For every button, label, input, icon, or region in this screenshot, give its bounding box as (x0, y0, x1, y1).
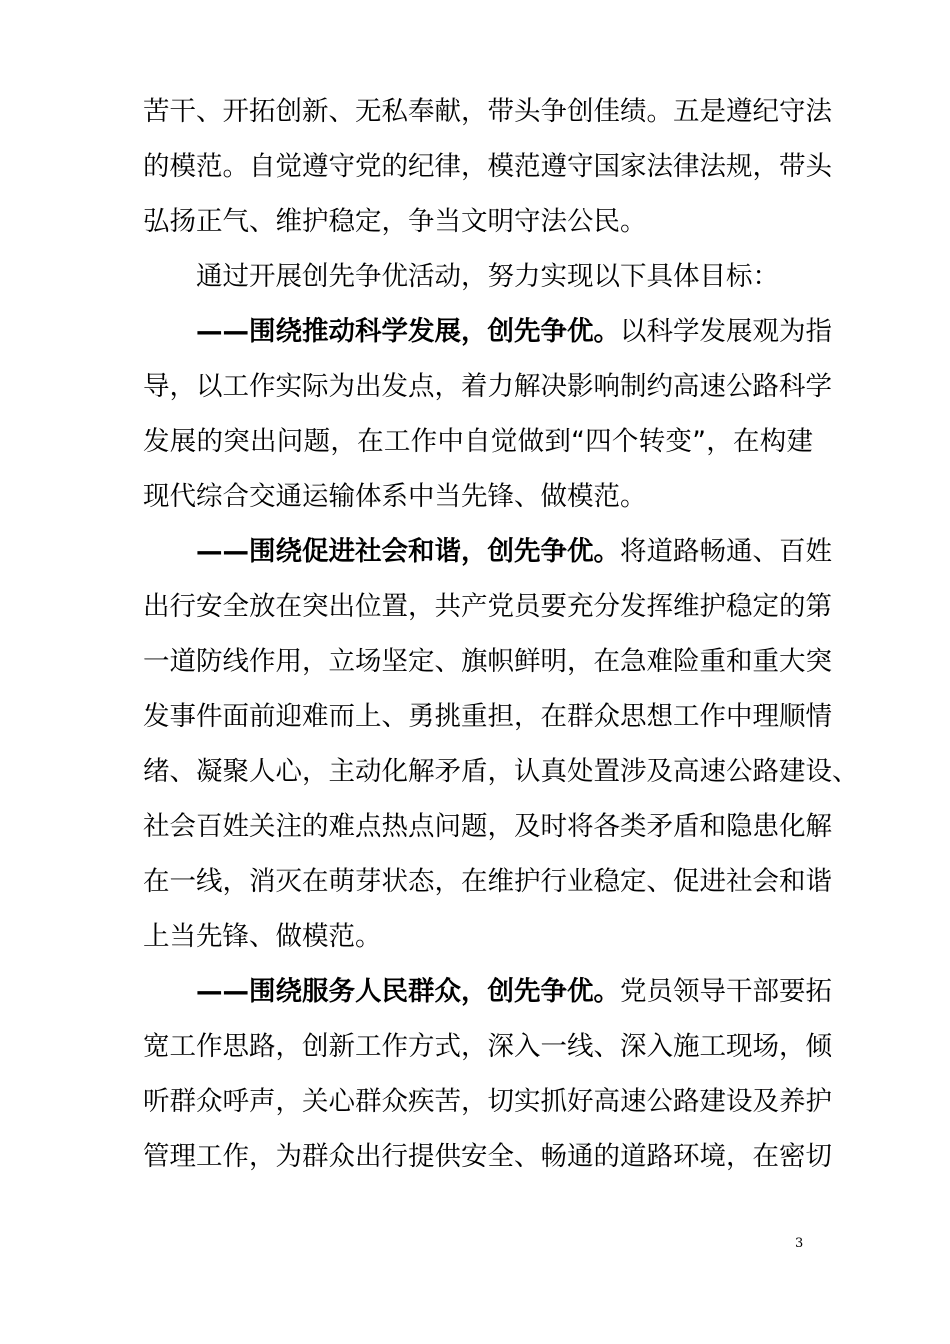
goal-text: 以科学发展观为指 (620, 316, 832, 347)
goal-heading: ——围绕服务人民群众，创先争优。 (196, 976, 620, 1007)
goal-heading: ——围绕推动科学发展，创先争优。 (196, 316, 620, 347)
paragraph-line: 弘扬正气、维护稳定，争当文明守法公民。 (143, 206, 647, 237)
goal-text: 党员领导干部要拓 (620, 976, 832, 1007)
paragraph-line: 发展的突出问题，在工作中自觉做到“四个转变”，在构建 (143, 426, 813, 457)
goal-heading-line (196, 965, 832, 1019)
paragraph-line: 一道防线作用，立场坚定、旗帜鲜明，在急难险重和重大突 (143, 646, 832, 677)
paragraph-line: 苦干、开拓创新、无私奉献，带头争创佳绩。五是遵纪守法 (143, 96, 832, 127)
paragraph-line: 的模范。自觉遵守党的纪律，模范遵守国家法律法规，带头 (143, 151, 832, 182)
paragraph-line: 在一线，消灭在萌芽状态，在维护行业稳定、促进社会和谐 (143, 866, 832, 897)
paragraph-line: 现代综合交通运输体系中当先锋、做模范。 (143, 481, 647, 512)
goal-heading-line (196, 305, 832, 359)
paragraph-line: 发事件面前迎难而上、勇挑重担，在群众思想工作中理顺情 (143, 701, 832, 732)
goal-text: 将道路畅通、百姓 (620, 536, 832, 567)
goal-heading: ——围绕促进社会和谐，创先争优。 (196, 536, 620, 567)
paragraph-line: 听群众呼声，关心群众疾苦，切实抓好高速公路建设及养护 (143, 1086, 832, 1117)
paragraph-line: 通过开展创先争优活动，努力实现以下具体目标： (196, 261, 779, 292)
paragraph-line: 出行安全放在突出位置，共产党员要充分发挥维护稳定的第 (143, 591, 832, 622)
page-number: 3 (795, 1236, 804, 1251)
paragraph-line: 管理工作，为群众出行提供安全、畅通的道路环境，在密切 (143, 1141, 832, 1172)
paragraph-line: 社会百姓关注的难点热点问题，及时将各类矛盾和隐患化解 (143, 811, 832, 842)
paragraph-line: 宽工作思路，创新工作方式，深入一线、深入施工现场，倾 (143, 1031, 832, 1062)
paragraph-line: 导，以工作实际为出发点，着力解决影响制约高速公路科学 (143, 371, 832, 402)
goal-heading-line (196, 525, 832, 579)
paragraph-line: 绪、凝聚人心，主动化解矛盾，认真处置涉及高速公路建设、 (143, 756, 859, 787)
paragraph-line: 上当先锋、做模范。 (143, 921, 382, 952)
